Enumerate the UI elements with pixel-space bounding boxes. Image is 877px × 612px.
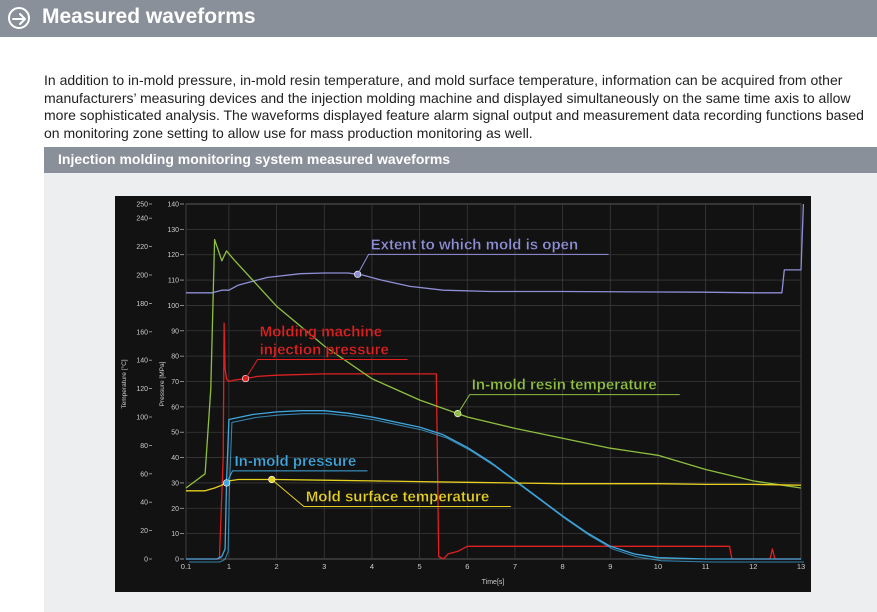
x-tick-label: 1 xyxy=(226,562,231,571)
y-axis-label-pressure: Pressure [MPa] xyxy=(159,361,166,407)
annotation-label: Mold surface temperature xyxy=(305,488,490,506)
x-axis-label: Time[s] xyxy=(481,579,505,586)
x-tick-label: 7 xyxy=(512,562,518,571)
pressure-tick-label: 40 xyxy=(171,455,179,463)
x-tick-label: 0.1 xyxy=(180,562,192,571)
waveform-chart-svg xyxy=(115,196,811,592)
annotation-label: In-mold pressure xyxy=(234,452,357,470)
pressure-tick-label: 120 xyxy=(167,252,179,260)
pressure-tick-label: 100 xyxy=(167,302,179,310)
waveform-chart xyxy=(115,196,811,592)
intro-paragraph: In addition to in-mold pressure, in-mold resin temperature, and mold surface temperature, information can be acquired from other manufacturers’ measuring devices and the injection molding machine and displayed simultaneously on the same time axis to allow more sophisticated analysis. The waveforms displayed feature alarm signal output and measurement data recording functions based on monitoring zone setting to allow use for mass production monitoring as well. xyxy=(44,72,864,141)
pressure-tick-label: 0 xyxy=(175,556,179,564)
temperature-tick-label: 80 xyxy=(140,442,148,450)
panel-title: Injection molding monitoring system measured waveforms xyxy=(58,151,451,167)
pressure-tick-label: 70 xyxy=(171,379,179,386)
arrow-right-icon xyxy=(8,7,30,29)
pressure-tick-label: 50 xyxy=(171,429,179,437)
x-tick-label: 10 xyxy=(653,562,663,571)
panel-header xyxy=(44,147,877,173)
temperature-tick-label: 180 xyxy=(136,300,148,308)
y-axis-label-temperature: Temperature [°C] xyxy=(121,359,128,409)
pressure-tick-label: 30 xyxy=(171,480,179,488)
temperature-tick-label: 240 xyxy=(136,215,148,223)
annotation-label: injection pressure xyxy=(259,341,389,359)
annotation-label: Extent to which mold is open xyxy=(370,236,579,254)
x-tick-label: 6 xyxy=(465,562,470,571)
temperature-tick-label: 20 xyxy=(140,528,148,536)
series-marker xyxy=(223,480,230,487)
temperature-tick-label: 100 xyxy=(136,414,148,422)
temperature-tick-label: 220 xyxy=(136,244,148,252)
series-marker xyxy=(242,375,249,382)
pressure-tick-label: 140 xyxy=(167,201,179,209)
pressure-tick-label: 10 xyxy=(171,531,179,539)
annotation-label: Molding machine xyxy=(259,323,383,341)
temperature-tick-label: 120 xyxy=(136,386,148,394)
x-tick-label: 3 xyxy=(322,562,327,571)
temperature-tick-label: 250 xyxy=(136,201,148,209)
x-tick-label: 11 xyxy=(701,562,710,571)
x-tick-label: 4 xyxy=(369,562,375,571)
x-tick-label: 12 xyxy=(749,562,758,571)
temperature-tick-label: 60 xyxy=(140,471,148,479)
pressure-tick-label: 130 xyxy=(167,226,179,234)
annotation-label: In-mold resin temperature xyxy=(471,376,657,394)
x-tick-label: 8 xyxy=(560,562,565,571)
temperature-tick-label: 40 xyxy=(140,499,148,507)
x-tick-label: 9 xyxy=(608,562,613,571)
pressure-tick-label: 110 xyxy=(167,277,179,285)
temperature-tick-label: 200 xyxy=(136,272,148,280)
x-tick-label: 5 xyxy=(417,562,422,571)
temperature-tick-label: 0 xyxy=(144,556,148,564)
x-tick-label: 2 xyxy=(274,562,279,571)
pressure-tick-label: 90 xyxy=(171,328,179,336)
pressure-tick-label: 80 xyxy=(171,353,179,361)
page-title: Measured waveforms xyxy=(42,5,256,28)
temperature-tick-label: 160 xyxy=(136,329,148,337)
pressure-tick-label: 60 xyxy=(171,404,179,412)
pressure-tick-label: 20 xyxy=(171,505,179,513)
x-tick-label: 13 xyxy=(796,562,806,571)
temperature-tick-label: 140 xyxy=(136,357,148,365)
section-header xyxy=(0,0,877,37)
